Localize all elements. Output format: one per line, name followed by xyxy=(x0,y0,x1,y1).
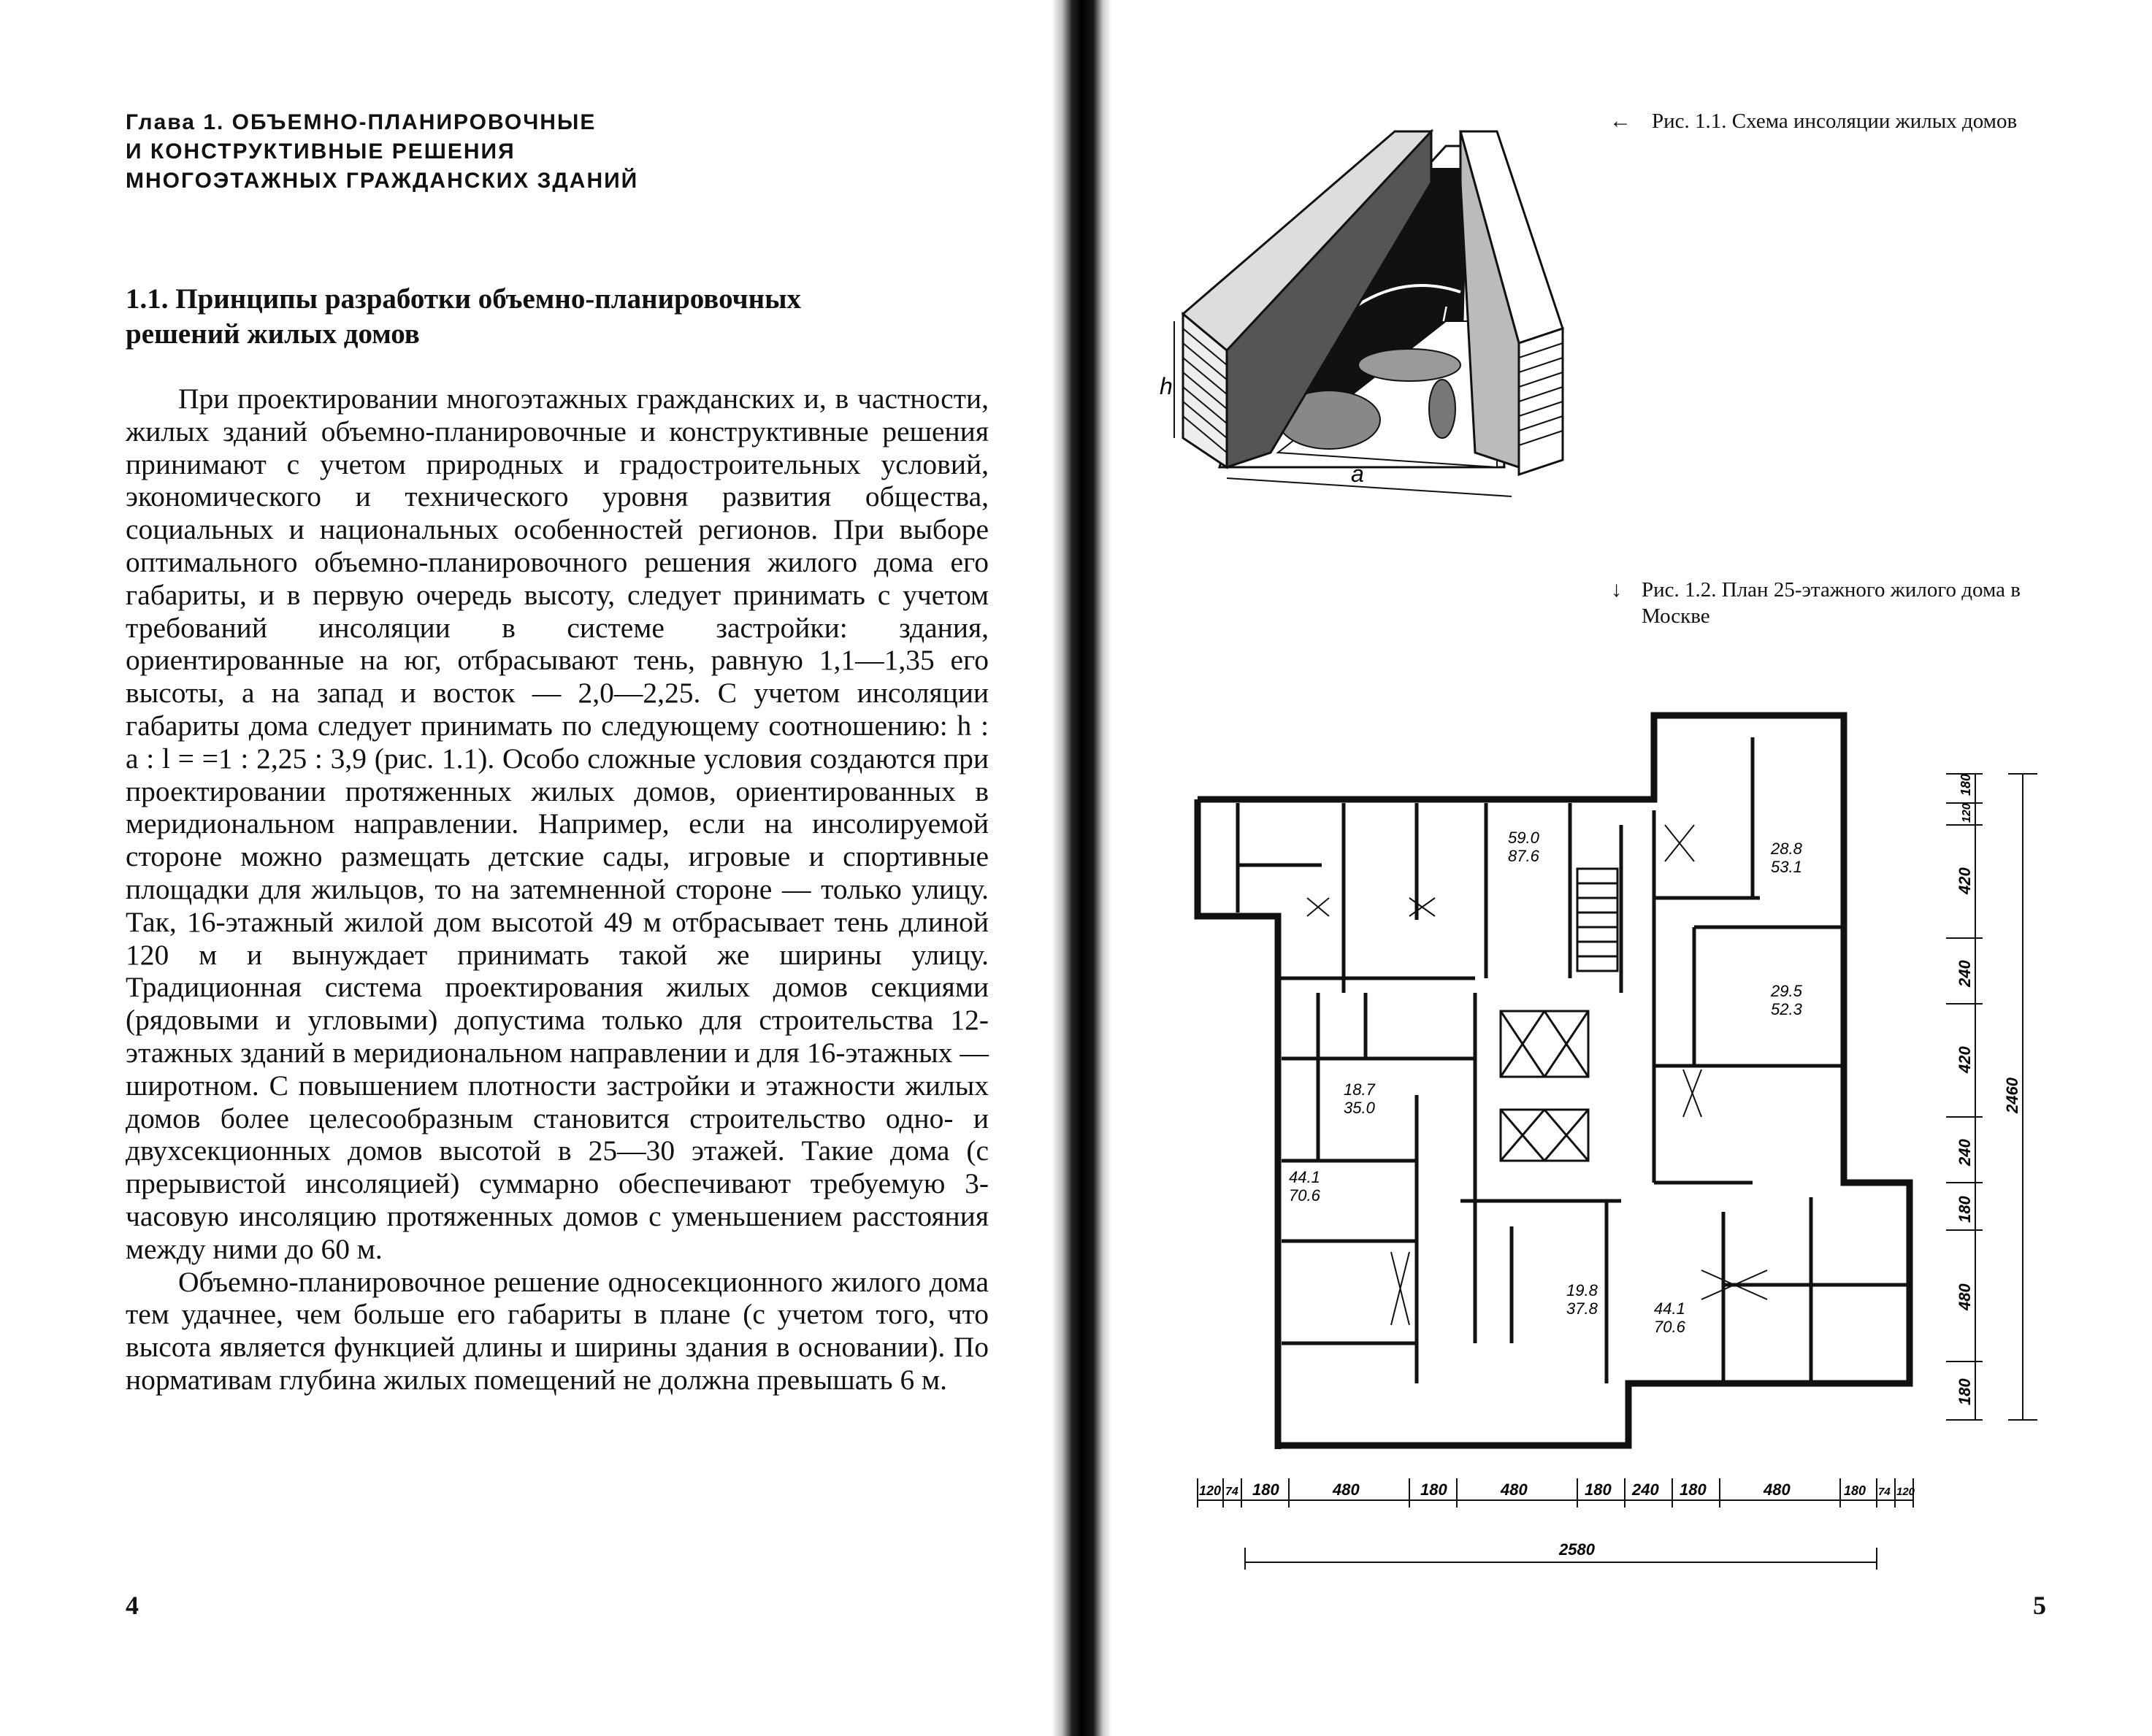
right-dim-total: 2460 xyxy=(2003,1078,2021,1113)
bottom-dim-10: 480 xyxy=(1764,1480,1791,1499)
bottom-dim-8: 240 xyxy=(1632,1480,1659,1499)
bottom-dimension-lines xyxy=(1198,1478,1913,1570)
chapter-heading xyxy=(126,108,783,196)
figure1-caption-arrow: ← xyxy=(1609,109,1631,133)
area-label-2a: 28.8 xyxy=(1771,840,1802,858)
bottom-dim-9: 180 xyxy=(1680,1480,1707,1499)
area-label-7a: 44.1 xyxy=(1654,1299,1685,1318)
chapter-heading-line3: МНОГОЭТАЖНЫХ ГРАЖДАНСКИХ ЗДАНИЙ xyxy=(126,169,639,193)
elevator-shafts xyxy=(1501,1011,1588,1161)
page-number-right: 5 xyxy=(2033,1591,2046,1620)
paragraph-2: Объемно-планировочное решение односекционного жилого дома тем удачнее, чем больше его габариты в плане (с учетом того, что высота является функцией длины и ширины здания в основании). По нормативам глубина жилых помещений не должна превышать 6 м. xyxy=(126,1265,989,1396)
right-dim-4: 240 xyxy=(1956,960,1974,987)
staircase xyxy=(1577,869,1617,971)
label-a: a xyxy=(1351,461,1364,487)
bottom-dim-2: 74 xyxy=(1225,1486,1238,1498)
figure1-caption-text: Рис. 1.1. Схема инсоляции жилых домов xyxy=(1652,110,2018,133)
right-dim-7: 180 xyxy=(1956,1196,1974,1223)
right-dim-5: 420 xyxy=(1956,1046,1974,1073)
area-label-5a: 44.1 xyxy=(1289,1168,1320,1186)
bottom-dim-1: 120 xyxy=(1199,1483,1222,1498)
paragraph-1: При проектировании многоэтажных гражданских и, в частности, жилых зданий объемно-планировочные и конструктивные решения принимают с учетом природных и градостроительных условий, экономического и технического уровня развития общества, социальных и национальных особенностей регионов. При выборе оптимального объемно-планировочного решения жилого дома его габариты, и в первую очередь высоту, следует принимать с учетом требований инсоляции в системе застройки: здания, ориентированные на юг, отбрасывают тень, равную 1,1—1,35 его высоты, а на запад и восток — 2,0—2,25. С учетом инсоляции габариты дома следует принимать по следующему соотношению: h : a : l = =1 : 2,25 : 3,9 (рис. 1.1). Особо сложные условия создаются при проектировании протяженных жилых домов, ориентированных в меридиональном направлении. Например, если на инсолируемой стороне можно размещать детские сады, игровые и спортивные площадки для жильцов, то на затемненной стороне — только улицу. Так, 16-этажный жилой дом высотой 49 м отбрасывает тень длиной 120 м и вынуждает принимать такой же ширины улицу. Традиционная система проектирования жилых домов секциями (рядовыми и угловыми) допустима только для строительства 12-этажных зданий в меридиональном направлении и для 16-этажных — широтном. С повышением плотности застройки и этажности жилых домов более целесообразным становится строительство одно- и двухсекционных домов высотой в 25—30 этажей. Такие дома (с прерывистой инсоляцией) суммарно обеспечивают требуемую 3-часовую инсоляцию протяженных домов с уменьшением расстояния между ними до 60 м. xyxy=(126,383,989,1265)
right-dim-2: 120 xyxy=(1961,803,1973,823)
section-heading-line1: 1.1. Принципы разработки объемно-планировочных xyxy=(126,283,802,315)
chapter-heading-line1: Глава 1. ОБЪЕМНО-ПЛАНИРОВОЧНЫЕ xyxy=(126,110,597,134)
bottom-dim-total: 2580 xyxy=(1559,1540,1595,1559)
label-h: h xyxy=(1160,373,1173,399)
figure2-caption-text: Рис. 1.2. План 25-этажного жилого дома в Москве xyxy=(1642,578,2021,628)
area-label-3b: 52.3 xyxy=(1771,1000,1802,1018)
bottom-dim-13: 120 xyxy=(1896,1486,1915,1498)
right-dim-8: 480 xyxy=(1956,1283,1974,1310)
right-dim-6: 240 xyxy=(1956,1139,1974,1166)
page-number-left: 4 xyxy=(126,1591,139,1620)
bottom-dim-3: 180 xyxy=(1252,1480,1279,1499)
trees-group-2 xyxy=(1358,349,1460,381)
bottom-dim-6: 480 xyxy=(1501,1480,1528,1499)
label-l: l xyxy=(1442,303,1447,326)
body-text xyxy=(126,383,989,1397)
bottom-dim-4: 480 xyxy=(1333,1480,1360,1499)
bottom-dim-12: 74 xyxy=(1878,1486,1891,1498)
area-label-6a: 19.8 xyxy=(1566,1281,1598,1299)
area-label-7b: 70.6 xyxy=(1654,1318,1685,1336)
tree-single xyxy=(1429,380,1455,438)
figure2-caption xyxy=(1611,577,2050,629)
right-dim-3: 420 xyxy=(1956,867,1974,894)
dim-a-line xyxy=(1227,478,1512,496)
plan-outer-walls xyxy=(1198,715,1910,1449)
right-dim-9: 180 xyxy=(1956,1378,1974,1405)
area-label-3a: 29.5 xyxy=(1771,982,1802,1000)
bottom-dim-7: 180 xyxy=(1585,1480,1612,1499)
right-dim-1: 180 xyxy=(1958,773,1973,796)
area-label-4a: 18.7 xyxy=(1344,1080,1375,1099)
section-heading xyxy=(126,282,1002,352)
book-gutter xyxy=(1052,0,1111,1736)
bottom-dim-5: 180 xyxy=(1420,1480,1447,1499)
chapter-heading-line2: И КОНСТРУКТИВНЫЕ РЕШЕНИЯ xyxy=(126,139,516,164)
area-label-1a: 59.0 xyxy=(1508,829,1539,847)
figure1-insolation-diagram xyxy=(1154,102,1577,518)
ventilation-shafts xyxy=(1307,825,1767,1325)
figure1-caption xyxy=(1609,108,2061,134)
area-label-6b: 37.8 xyxy=(1566,1299,1598,1318)
area-label-2b: 53.1 xyxy=(1771,858,1802,876)
section-heading-line2: решений жилых домов xyxy=(126,318,420,350)
figure2-caption-arrow: ↓ xyxy=(1611,577,1622,602)
area-label-5b: 70.6 xyxy=(1289,1186,1320,1205)
area-label-4b: 35.0 xyxy=(1344,1099,1375,1117)
figure2-floor-plan xyxy=(1198,715,2045,1570)
bottom-dim-11: 180 xyxy=(1844,1483,1866,1498)
area-label-1b: 87.6 xyxy=(1508,847,1539,865)
